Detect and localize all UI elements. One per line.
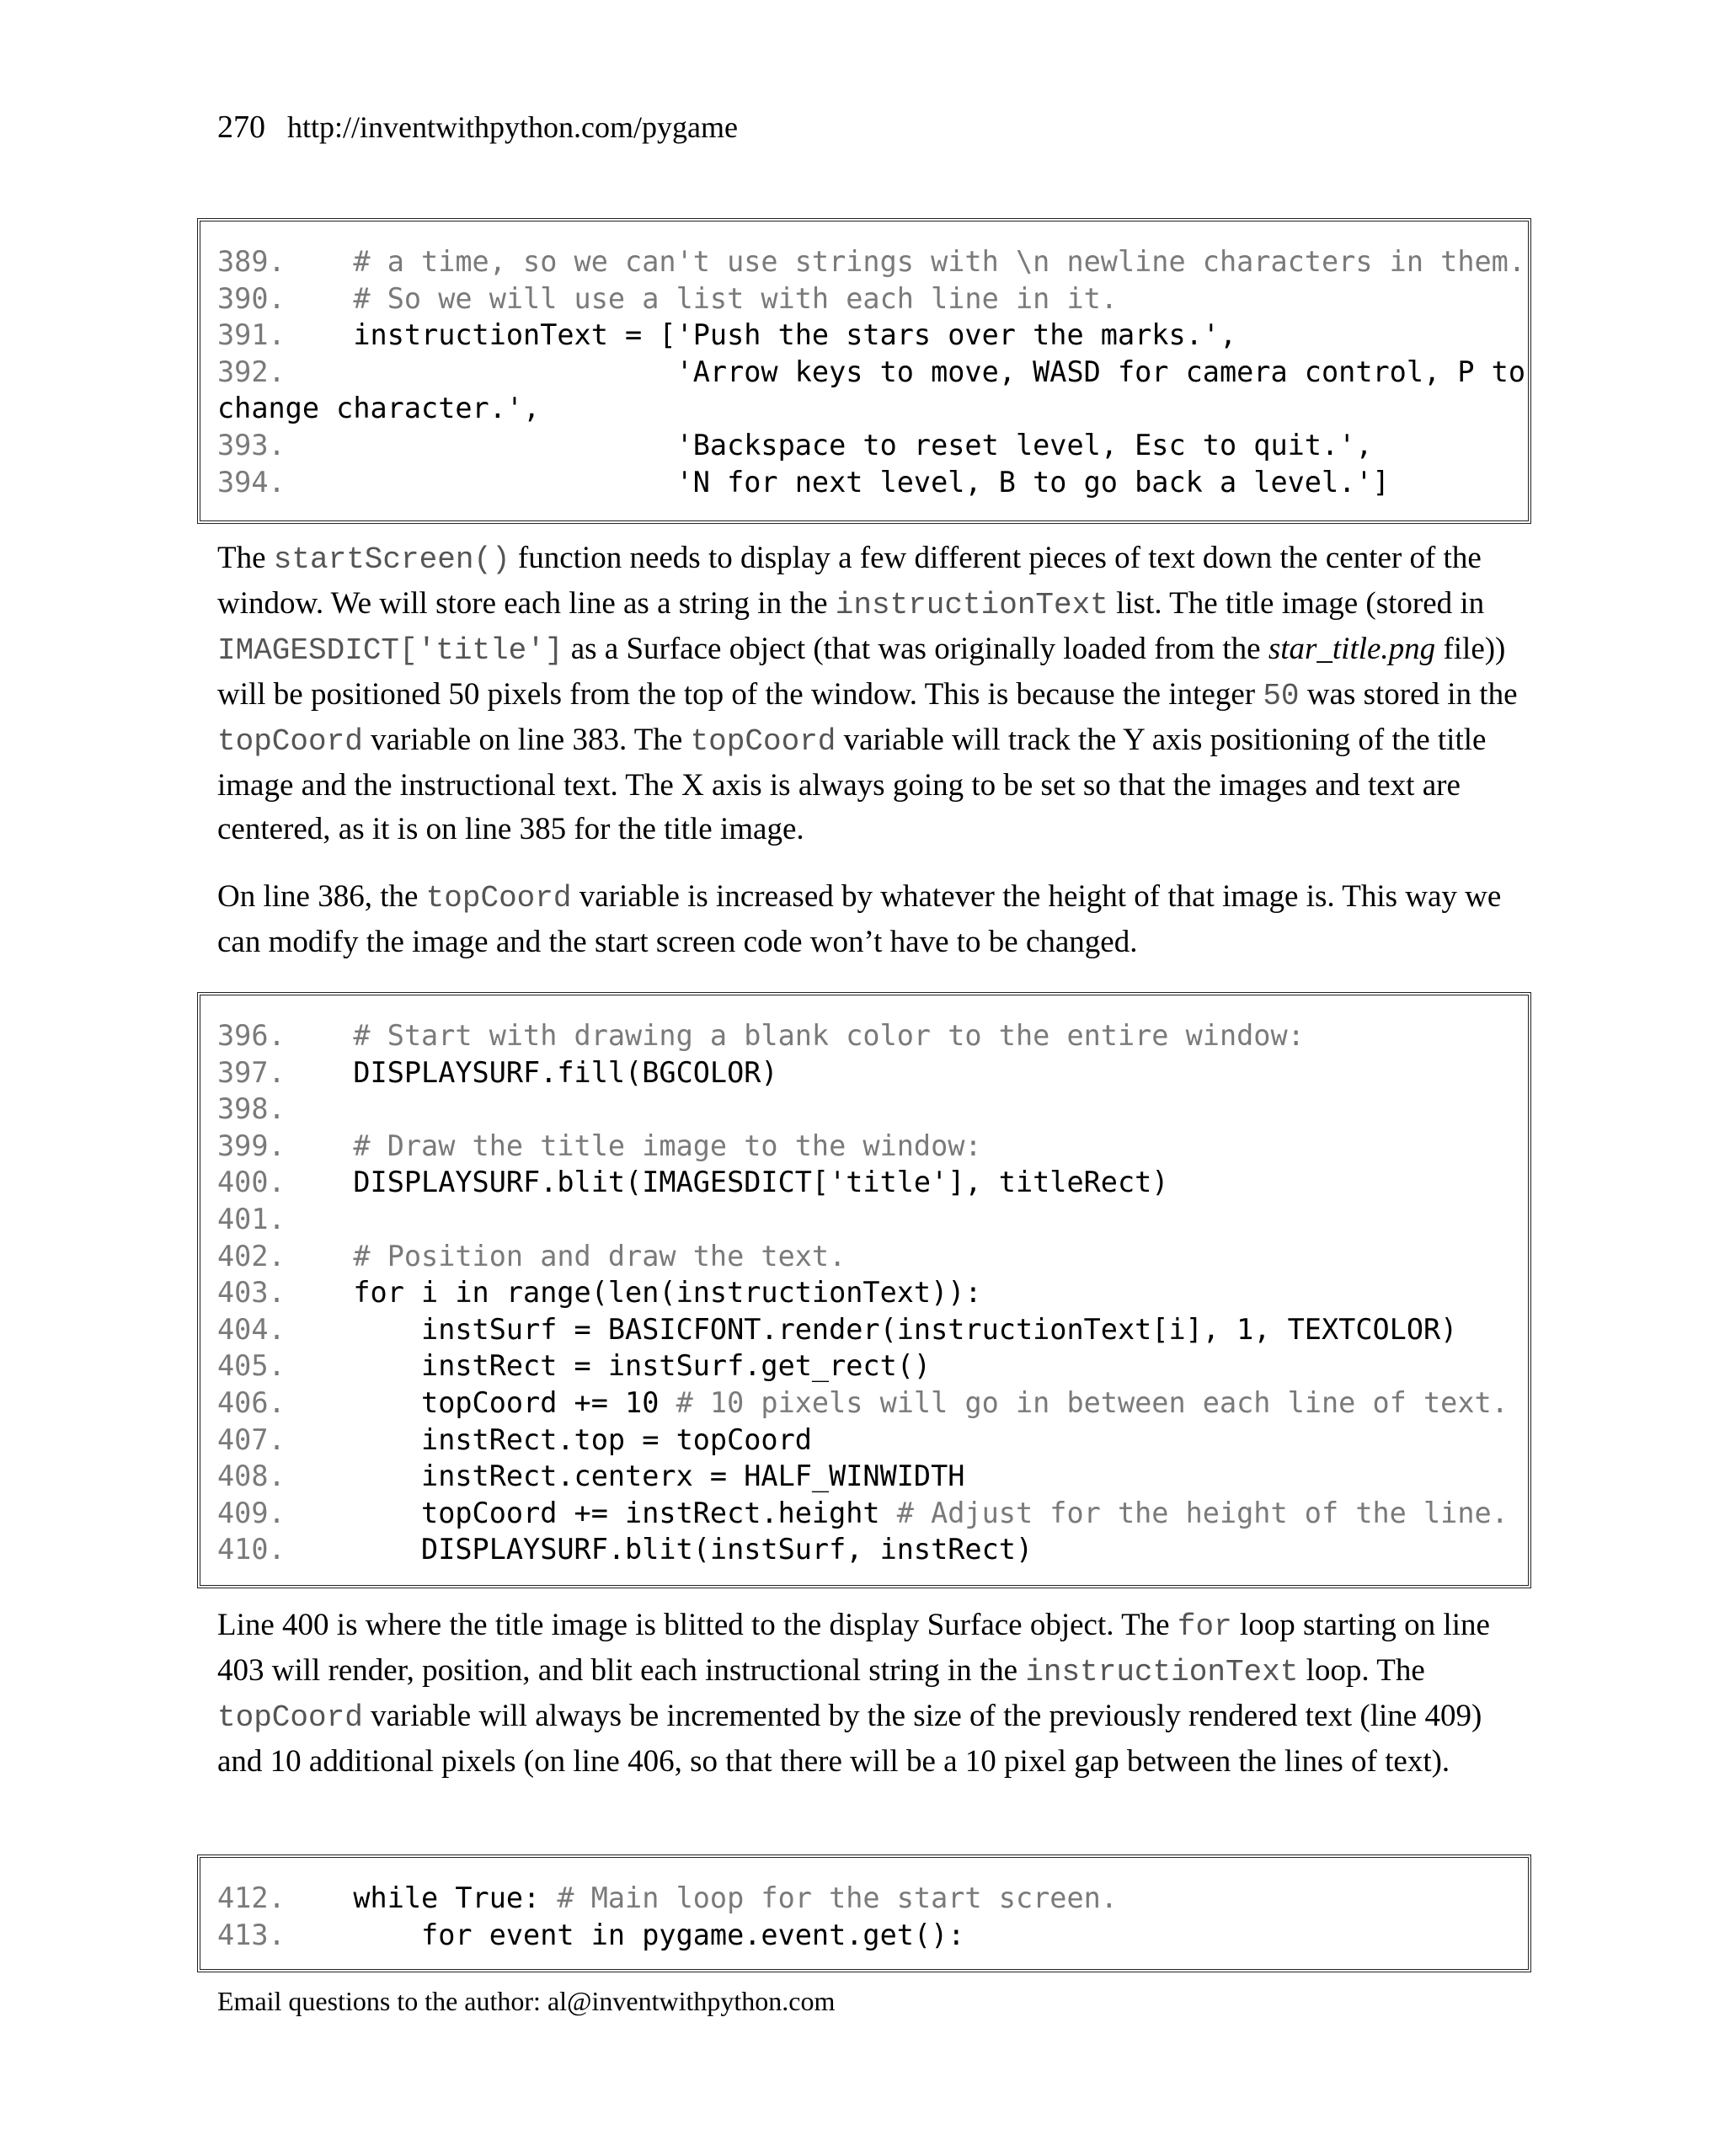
code-block-3 (197, 1854, 1531, 1972)
paragraph-for-loop: Line 400 is where the title image is blitted to the display Surface object. The for loop starting on line 403 will render, position, and blit each instructional string in the instructionText loop. The topCoord variable will always be incremented by the size of the previously rendered text (line 409) and 10 additional pixels (on line 406, so that there will be a 10 pixel gap between the lines of text). (217, 1608, 1490, 1779)
code-line: 404. instSurf = BASICFONT.render(instructionText[i], 1, TEXTCOLOR) (217, 1312, 1458, 1346)
paragraph-topcoord: On line 386, the topCoord variable is increased by whatever the height of that image is. This way we can modify the image and the start screen code won’t have to be changed. (217, 879, 1502, 959)
code-line: 402. # Position and draw the text. (217, 1239, 846, 1273)
code-line: 413. for event in pygame.event.get(): (217, 1918, 965, 1951)
code-line: 406. topCoord += 10 # 10 pixels will go in between each line of text. (217, 1385, 1509, 1419)
code-line: 412. while True: # Main loop for the start screen. (217, 1881, 1118, 1914)
code-block-1 (197, 218, 1531, 524)
code-line: 389. # a time, so we can't use strings with \n newline characters in them. (217, 245, 1526, 278)
code-line: 408. instRect.centerx = HALF_WINWIDTH (217, 1460, 965, 1493)
page-header (217, 106, 738, 148)
code-line: 409. topCoord += instRect.height # Adjust for the height of the line. (217, 1496, 1509, 1529)
page-number: 270 (217, 109, 265, 145)
code-line: 410. DISPLAYSURF.blit(instSurf, instRect) (217, 1533, 1033, 1566)
code-line: 400. DISPLAYSURF.blit(IMAGESDICT['title'], titleRect) (217, 1166, 1169, 1199)
code-line: 403. for i in range(len(instructionText)): (217, 1276, 982, 1310)
code-line: 401. (217, 1202, 286, 1235)
code-line: 391. instructionText = ['Push the stars over the marks.', (217, 318, 1237, 352)
code-line: 393. 'Backspace to reset level, Esc to quit.', (217, 428, 1373, 462)
code-line: 392. 'Arrow keys to move, WASD for camera control, P to (217, 355, 1526, 388)
code-line: 398. (217, 1092, 286, 1126)
code-block-2 (197, 992, 1531, 1588)
code-line: 405. instRect = instSurf.get_rect() (217, 1349, 932, 1383)
code-line: 407. instRect.top = topCoord (217, 1422, 812, 1456)
code-line: change character.', (217, 392, 541, 425)
code-line: 390. # So we will use a list with each line in it. (217, 281, 1118, 315)
code-line: 399. # Draw the title image to the window: (217, 1129, 982, 1162)
page-footer: Email questions to the author: al@inventwithpython.com (217, 1986, 836, 2016)
code-line: 394. 'N for next level, B to go back a level.'] (217, 465, 1390, 499)
code-line: 396. # Start with drawing a blank color to the entire window: (217, 1019, 1305, 1052)
paragraph-start-screen: The startScreen() function needs to display a few different pieces of text down the center of the window. We will store each line as a string in the instructionText list. The title image (stored in IMAGESDICT['title'] as a Surface object (that was originally loaded from the star_title.png file)) will be positioned 50 pixels from the top of the window. This is because the integer 50 was stored in the topCoord variable on line 383. The topCoord variable will track the Y axis positioning of the title image and the instructional text. The X axis is always going to be set so that the images and text are centered, as it is on line 385 for the title image. (217, 541, 1518, 846)
code-line: 397. DISPLAYSURF.fill(BGCOLOR) (217, 1055, 778, 1089)
header-url[interactable]: http://inventwithpython.com/pygame (287, 110, 738, 144)
